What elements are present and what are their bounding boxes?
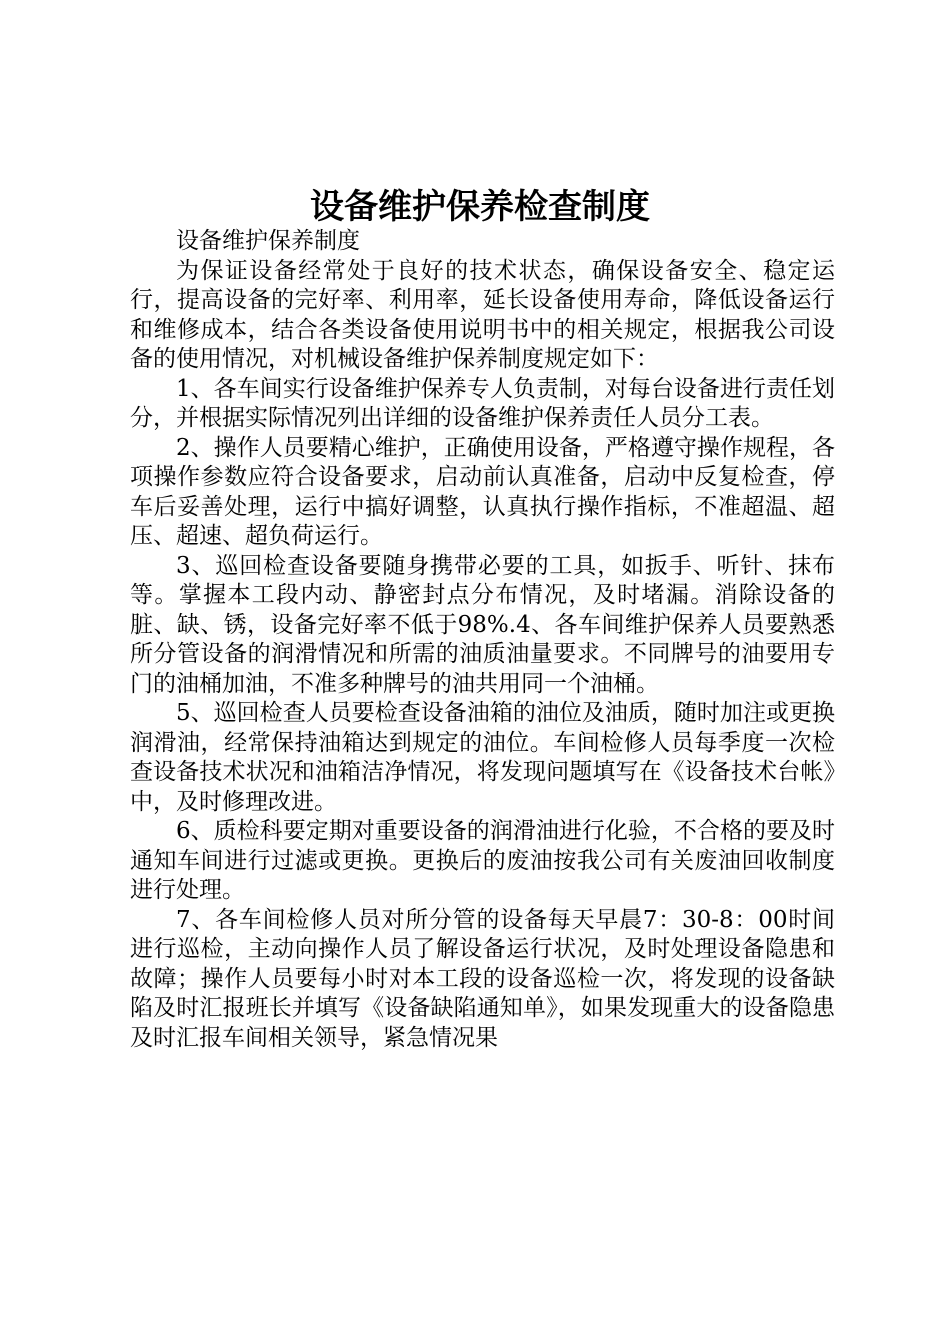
document-body	[130, 227, 835, 1053]
paragraph-1: 1、各车间实行设备维护保养专人负责制，对每台设备进行责任划分，并根据实际情况列出详细的设备维护保养责任人员分工表。	[130, 375, 835, 431]
document-title: 设备维护保养检查制度	[310, 187, 650, 227]
paragraph-7: 7、各车间检修人员对所分管的设备每天早晨7：30-8：00时间进行巡检，主动向操作人员了解设备运行状况，及时处理设备隐患和故障；操作人员要每小时对本工段的设备巡检一次，将发现的设备缺陷及时汇报班长并填写《设备缺陷通知单》，如果发现重大的设备隐患及时汇报车间相关领导，紧急情况果	[130, 906, 835, 1051]
paragraph-3: 3、巡回检查设备要随身携带必要的工具，如扳手、听针、抹布等。掌握本工段内动、静密封点分布情况，及时堵漏。消除设备的脏、缺、锈，设备完好率不低于98%.4、各车间维护保养人员要熟悉所分管设备的润滑情况和所需的油质油量要求。不同牌号的油要用专门的油桶加油，不准多种牌号的油共用同一个油桶。	[130, 552, 835, 697]
document-subtitle: 设备维护保养制度	[176, 228, 360, 254]
paragraph-6: 6、质检科要定期对重要设备的润滑油进行化验，不合格的要及时通知车间进行过滤或更换。更换后的废油按我公司有关废油回收制度进行处理。	[130, 818, 835, 903]
paragraph-intro: 为保证设备经常处于良好的技术状态，确保设备安全、稳定运行，提高设备的完好率、利用率，延长设备使用寿命，降低设备运行和维修成本，结合各类设备使用说明书中的相关规定，根据我公司设备的使用情况，对机械设备维护保养制度规定如下：	[130, 257, 835, 372]
paragraph-2: 2、操作人员要精心维护，正确使用设备，严格遵守操作规程，各项操作参数应符合设备要求，启动前认真准备，启动中反复检查，停车后妥善处理，运行中搞好调整，认真执行操作指标，不准超温、超压、超速、超负荷运行。	[130, 434, 835, 549]
paragraph-5: 5、巡回检查人员要检查设备油箱的油位及油质，随时加注或更换润滑油，经常保持油箱达到规定的油位。车间检修人员每季度一次检查设备技术状况和油箱洁净情况，将发现问题填写在《设备技术台帐》中，及时修理改进。	[130, 700, 835, 815]
